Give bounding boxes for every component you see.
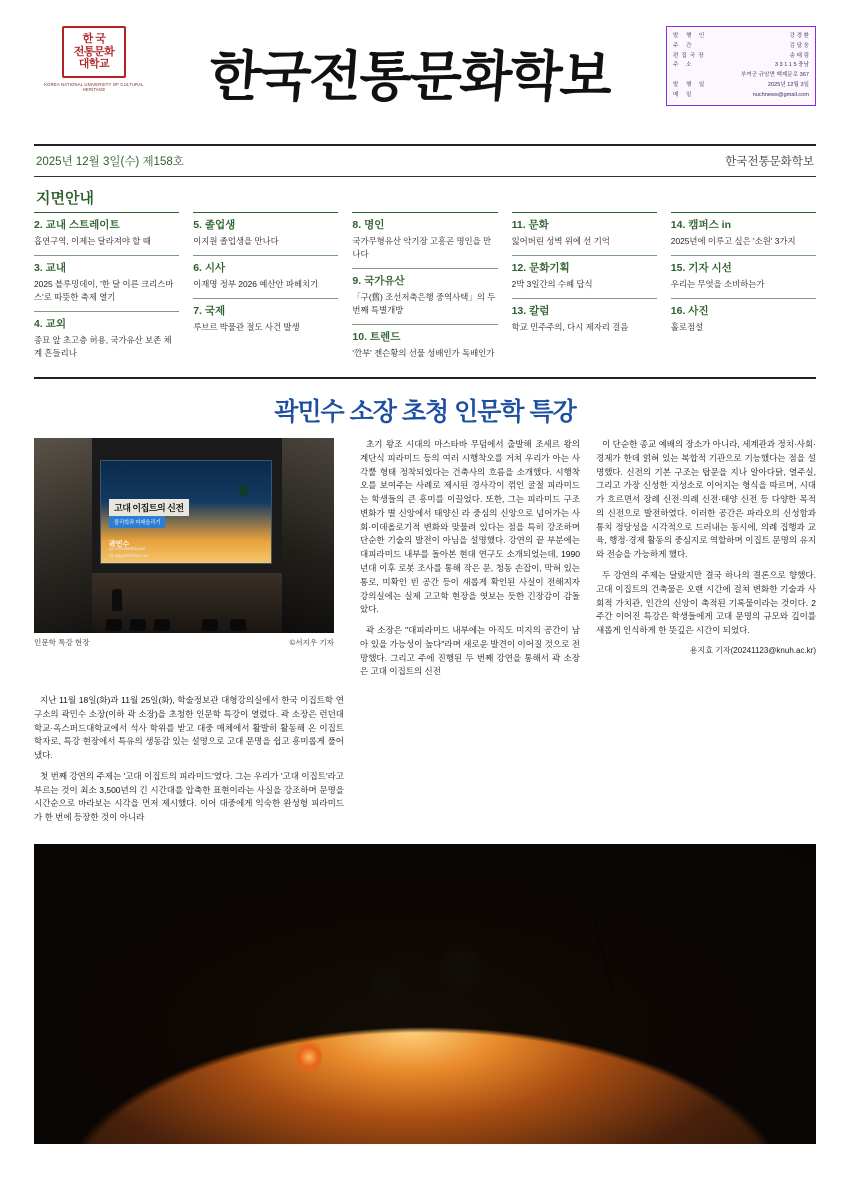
lecture-photo [34,438,334,633]
imprint-value: 부여군 규암면 백제문로 367 [740,72,809,79]
photo-caption-row [34,637,334,648]
feature-paragraph: 지난 11월 18일(화)과 11월 25일(화), 학술정보관 대형강의실에서 한국 이집트학 연구소의 곽민수 소장(이하 곽 소장)을 초청한 인문학 특강이 열렸다. 곽 소장은 런던대학교·옥스퍼드대학교에서 석사 학위를 받고 대중 매체에서 활발히 활동해 온 이집트 학자로, 특강 현장에서 특유의 생동감 있는 설명으로 고대 문명을 쉽고 흥미롭게 풀어냈다. [34,695,344,761]
logo-line1: 한 국 [82,33,106,46]
index-item-body: 홀로점설 [670,322,704,333]
logo-mark [62,26,126,78]
imprint-key: 발 행 인 [673,33,708,39]
index-item-body: 이지원 졸업생을 만나다 [193,236,279,246]
paper-name-small: 한국전통문화학보 [725,156,814,168]
imprint-value: 2025년 12월 3일 [767,81,809,88]
index-item-head: 12. 문화기획 [511,262,570,275]
index-item-head: 14. 캠퍼스 in [670,219,731,231]
issue-date: 2025년 12월 3일(수) 제158호 [36,156,184,168]
imprint-row [673,61,809,71]
index-item-head: 3. 교내 [34,262,66,275]
imprint-row [673,32,809,42]
photo-seat [202,619,218,631]
index-item[interactable] [34,255,179,311]
feature-body [34,438,816,686]
index-item-body: 루브르 박물관 절도 사건 발생 [193,322,300,333]
index-item[interactable] [671,298,816,341]
index-item-head: 4. 교외 [34,318,66,331]
photo-seat [130,619,146,631]
imprint-key: 주 간 [673,42,695,49]
imprint-row [673,42,809,52]
slide-title: 고대 이집트의 신전 [109,499,189,516]
photo-credit: ©서지우 기자 [289,638,334,648]
feature-lead-columns [34,694,816,832]
feature-paragraph: 첫 번째 강연의 주제는 '고대 이집트의 피라미드'였다. 그는 우리가 '고대 이집트'라고 부르는 것이 최소 3,500년의 긴 시간대를 압축한 표현이라는 사실을 강조하며 문명을 시간순으로 바라보는 시각을 먼저 제시했다. 이어 대중에게 익숙한 완성형 피라미드가 한 번에 등장한 것이 아니라 [34,770,344,823]
index-item[interactable] [671,255,816,298]
index-item-head: 15. 기자 시선 [670,262,732,275]
imprint-value: 송 태 림 [789,52,809,59]
slide-subtitle: 물리학과 미래올리기 [109,516,165,528]
imprint-row [673,91,809,101]
index-item-head: 2. 교내 스트레이트 [34,219,120,231]
index-item-body: 이재명 정부 2026 예산안 파헤치기 [193,279,319,290]
index-item-body: 우리는 무엇을 소비하는가 [670,279,765,290]
imprint-value: 3 3 1 1 5 충남 [774,62,809,69]
photo-seat [154,619,170,631]
index-item[interactable] [193,255,338,298]
paper-title-wrap [154,26,666,111]
feature-paragraph: 초기 왕조 시대의 마스타바 무덤에서 출발해 조세르 왕의 계단식 피라미드 등의 여러 시행착오를 거쳐 우리가 아는 사각뿔 형태 정착되었다는 건축사의 흐름을 소개했다. 시행착오를 보여주는 사례로 제시된 경사각이 꺾인 굴절 피라미드는 학생들의 큰 흥미를 이끌었다. 또한, 그는 피라미드 구조 변화가 별 신앙에서 태양신 라 중심의 신앙으로 넘어가는 사회·이데올로기적 변화와 맞물려 있다는 점을 특히 강조하며 단순한 기술의 발전이 아님을 설명했다. 강연의 끝 부분에는 대피라미드 내부를 돌아본 현대 연구도 소개되었는데, 1990년대 이후 로봇 조사를 통해 작은 문, 청동 손잡이, 막혀 있는 통로, 미확인 빈 공간 등이 새롭게 확인된 사실이 전해지자 강의실에는 실제 고고학 현장을 엿보는 듯한 긴장감이 감돌았다. [360,439,580,615]
index-title: 지면안내 [36,190,94,207]
index-item-body: 2025년에 이루고 싶은 '소원' 3가지 [670,236,796,246]
index-item[interactable] [34,212,179,255]
paper-title: 한국전통문화학보 [206,44,613,108]
index-item[interactable] [512,255,657,298]
index-item-head: 6. 시사 [193,262,226,275]
index-item-head: 5. 졸업생 [193,219,236,231]
feature-paragraph: 곽 소장은 "대피라미드 내부에는 아직도 미지의 공간이 남아 있을 가능성이 높다"라며 새로운 발견이 이어질 것으로 전망했다. 그리고 주에 진행된 두 번째 강연을 통해서 곽 소장은 고대 이집트의 신전 [360,625,580,677]
index-item[interactable] [512,212,657,255]
bottom-photo [34,844,816,1144]
logo-line2: 전통문화 [73,45,115,58]
index-column [193,212,338,367]
logo-line3: 대학교 [78,58,110,71]
photo-wall-left [34,438,92,633]
feature-column-3 [596,438,816,686]
index-item-body: '깐부' 젠슨황의 선물 성배인가 독배인가 [352,348,495,359]
index-column [34,212,179,367]
imprint-key: 메 일 [673,91,695,98]
index-item-head: 16. 사진 [670,305,709,318]
imprint-key: 발 행 일 [673,81,708,88]
imprint-key: 편집국장 [673,52,707,59]
photo-speaker-figure [112,589,122,611]
imprint-value: nuchnews@gmail.com [752,91,809,98]
index-item-body: 학교 민주주의, 다시 제자리 걸음 [511,322,629,333]
index-item-body: 2025 블루밍데이, '한 달 이른 크리스마스'로 따뜻한 축제 열기 [34,279,174,303]
index-grid [34,212,816,367]
photo-caption: 인문학 특강 현장 [34,638,90,648]
spacer [596,694,816,832]
presentation-screen [100,460,272,564]
index-item-body: 「구(舊) 조선저축은행 중역사택」의 두 번째 특별개방 [352,292,496,316]
index-item-head: 11. 문화 [511,219,549,231]
index-column [671,212,816,367]
speaker-handle-line1: @ umkwakfdcuae [109,546,146,552]
index-item[interactable] [352,268,497,324]
index-item[interactable] [512,298,657,341]
university-logo [34,26,154,93]
imprint-row [673,52,809,62]
index-item[interactable] [352,212,497,268]
index-item[interactable] [193,212,338,255]
logo-subtitle: KOREA NATIONAL UNIVERSITY OF CULTURAL HERITAGE [44,82,144,93]
index-item-body: 2박 3일간의 수혜 답식 [511,279,593,290]
index-item-head: 10. 트렌드 [352,331,401,344]
feature-paragraph: 두 강연의 주제는 달랐지만 결국 하나의 결론으로 향했다. 고대 이집트의 건축물은 오랜 시간에 걸쳐 변화한 기술과 사회적 가치관, 인간의 신앙이 축적된 기록물이라는 것이다. 2주간 이어진 특강은 학생들에게 고대 문명의 규모와 깊이를 새롭게 인식하게 한 뜻깊은 시간이 되었다. [596,569,816,636]
index-item-head: 7. 국제 [193,305,226,318]
photo-wall-right [282,438,334,633]
index-item-head: 13. 칼럼 [511,305,550,318]
feature-photo-column [34,438,344,686]
index-item[interactable] [34,311,179,367]
spacer [360,694,580,832]
bottom-photo-arch-vignette [34,844,816,1144]
feature-headline: 곽민수 소장 초청 인문학 특강 [274,398,576,427]
index-item[interactable] [671,212,816,255]
speaker-handle-line2: @ egypt@nhite.net [109,553,149,559]
palm-icon [231,475,257,501]
feature-column-1 [34,694,344,832]
index-item-body: 흡연구역, 이제는 달라져야 할 때 [34,236,151,246]
article-byline: 용지효 기자(20241123@knuh.ac.kr) [689,645,816,655]
photo-seat [106,619,122,631]
index-item[interactable] [352,324,497,367]
imprint-box [666,26,816,106]
photo-seat [230,619,246,631]
imprint-row [673,71,809,81]
index-item-head: 9. 국가유산 [352,275,405,288]
date-bar [34,146,816,177]
index-item-body: 종묘 앞 초고층 허용, 국가유산 보존 체계 흔들리나 [34,335,172,359]
imprint-key: 주 소 [673,62,695,69]
index-item-body: 잃어버린 성벽 위에 선 기억 [511,236,610,246]
index-item-body: 국가무형유산 악기장 고흥곤 명인을 만나다 [352,236,492,260]
speaker-handle [109,546,148,560]
speaker-name: 곽민수 [109,541,130,549]
index-item-head: 8. 명인 [352,219,385,231]
imprint-row [673,81,809,91]
imprint-value: 김 달 웅 [789,42,809,49]
index-column [352,212,497,367]
imprint-value: 강 경 환 [789,33,809,39]
index-item[interactable] [193,298,338,341]
masthead [34,26,816,138]
feature-column-2 [360,438,580,686]
feature-paragraph: 이 단순한 종교 예배의 장소가 아니라, 세계관과 정치·사회·경제가 한데 얽혀 있는 복합적 기관으로 기능했다는 점을 설명했다. 신전의 기본 구조는 탑문을 지나 알아다닭, 열주실, 그리고 가장 신성한 지성소로 이어지는 형식을 따르며, 시대가 흐르면서 장례 신전·의례 신전·태양 신전 등 다양한 목적의 신전으로 발전하였다. 이러한 공간은 파라오의 신성함과 통치 정당성을 시각적으로 드러내는 동시에, 의례 집행과 교육, 행정·경제 활동의 중심지로 역할하며 이집트 문명의 유지와 전승을 가능하게 했다. [596,439,816,560]
index-column [512,212,657,367]
